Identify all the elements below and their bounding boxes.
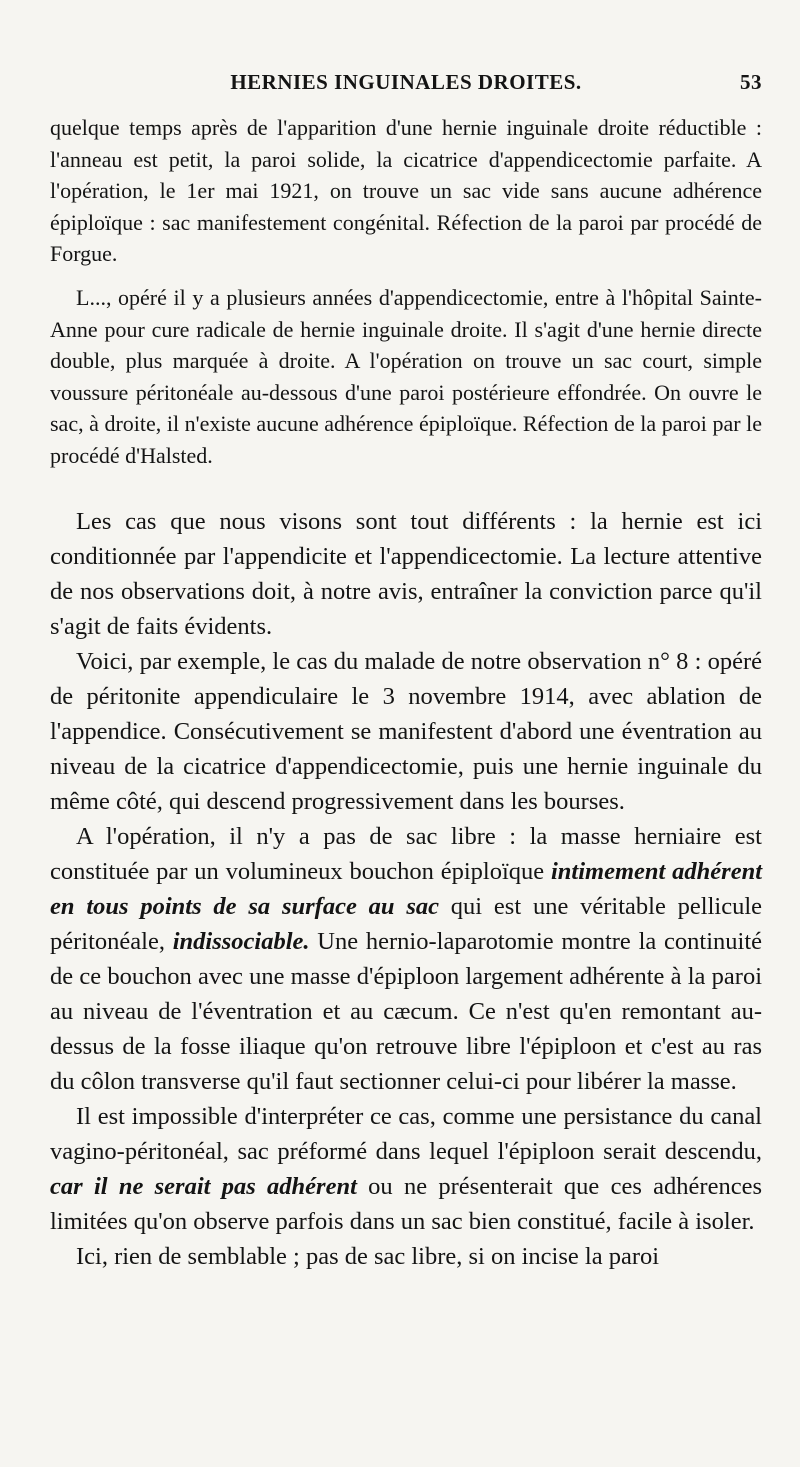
- paragraph-2: [50, 644, 762, 819]
- paragraph-5: Ici, rien de semblable ; pas de sac libre, si on incise la paroi: [76, 1243, 660, 1270]
- running-header: [50, 70, 762, 106]
- paragraph-3-emphasis-2: indissociable.: [172, 928, 310, 955]
- paragraph-4: [50, 1099, 762, 1239]
- paragraph-2-text: Voici, par exemple, le cas du malade de notre observation n° 8 : opéré de péritonite appendiculaire le 3 novembre 1914, avec ablation de l'appendice. Consécutivement se manifestent d'abord une éventration au niveau de la cicatrice d'appendicectomie, puis une hernie inguinale du même côté, qui descend progressivement dans les bourses.: [50, 648, 762, 815]
- paragraph-4-emphasis: car il ne serait pas adhérent: [50, 1173, 357, 1200]
- observation-paragraph-2: [50, 282, 762, 471]
- observation-paragraph-1: [50, 112, 762, 270]
- paragraph-3-text-c: qui est une véritable pellicule péritonéale,: [50, 893, 762, 955]
- paragraph-3-text-a: A l'opération, il n'y a pas de sac libre : la masse herniaire est constituée par un volumineux bouchon épiploïque: [50, 823, 762, 885]
- chapter-title: HERNIES INGUINALES DROITES.: [230, 70, 582, 94]
- paragraph-3: [50, 819, 762, 1099]
- paragraph-1: Les cas que nous visons sont tout différents : la hernie est ici conditionnée par l'appendicite et l'appendicectomie. La lecture attentive de nos observations doit, à notre avis, entraîner la conviction parce qu'il s'agit de faits évidents.: [50, 508, 762, 640]
- paragraph-text: L..., opéré il y a plusieurs années d'appendicectomie, entre à l'hôpital Sainte-Anne pour cure radicale de hernie inguinale droite. Il s'agit d'une hernie directe double, plus marquée à droite. A l'opération on trouve un sac court, simple voussure péritonéale au-dessous d'une paroi postérieure effondrée. On ouvre le sac, à droite, il n'existe aucune adhérence épiploïque. Réfection de la paroi par le procédé d'Halsted.: [50, 285, 762, 468]
- paragraph-4-text-a: Il est impossible d'interpréter ce cas, comme une persistance du canal vagino-péritonéal, sac préformé dans lequel l'épiploon serait descendu,: [50, 1103, 762, 1165]
- paragraph-3-text-e: Une hernio-laparotomie montre la continuité de ce bouchon avec une masse d'épiploon largement adhérente à la paroi au niveau de l'éventration et au cæcum. Ce n'est qu'en remontant au-dessus de la fosse iliaque qu'on retrouve libre l'épiploon et c'est au ras du côlon transverse qu'il faut sectionner celui-ci pour libérer la masse.: [50, 928, 763, 1095]
- paragraph-3-emphasis-1: intimement adhérent en tous points de sa surface au sac: [50, 858, 763, 920]
- paragraph-4-text-c: ou ne présenterait que ces adhérences limitées qu'on observe parfois dans un sac bien constitué, facile à isoler.: [50, 1173, 762, 1235]
- body-text: [50, 504, 762, 1274]
- page-number: 53: [740, 70, 762, 94]
- paragraph-text: quelque temps après de l'apparition d'une hernie inguinale droite réductible : l'anneau est petit, la paroi solide, la cicatrice d'appendicectomie parfaite. A l'opération, le 1er mai 1921, on trouve un sac vide sans aucune adhérence épiploïque : sac manifestement congénital. Réfection de la paroi par procédé de Forgue.: [50, 115, 762, 266]
